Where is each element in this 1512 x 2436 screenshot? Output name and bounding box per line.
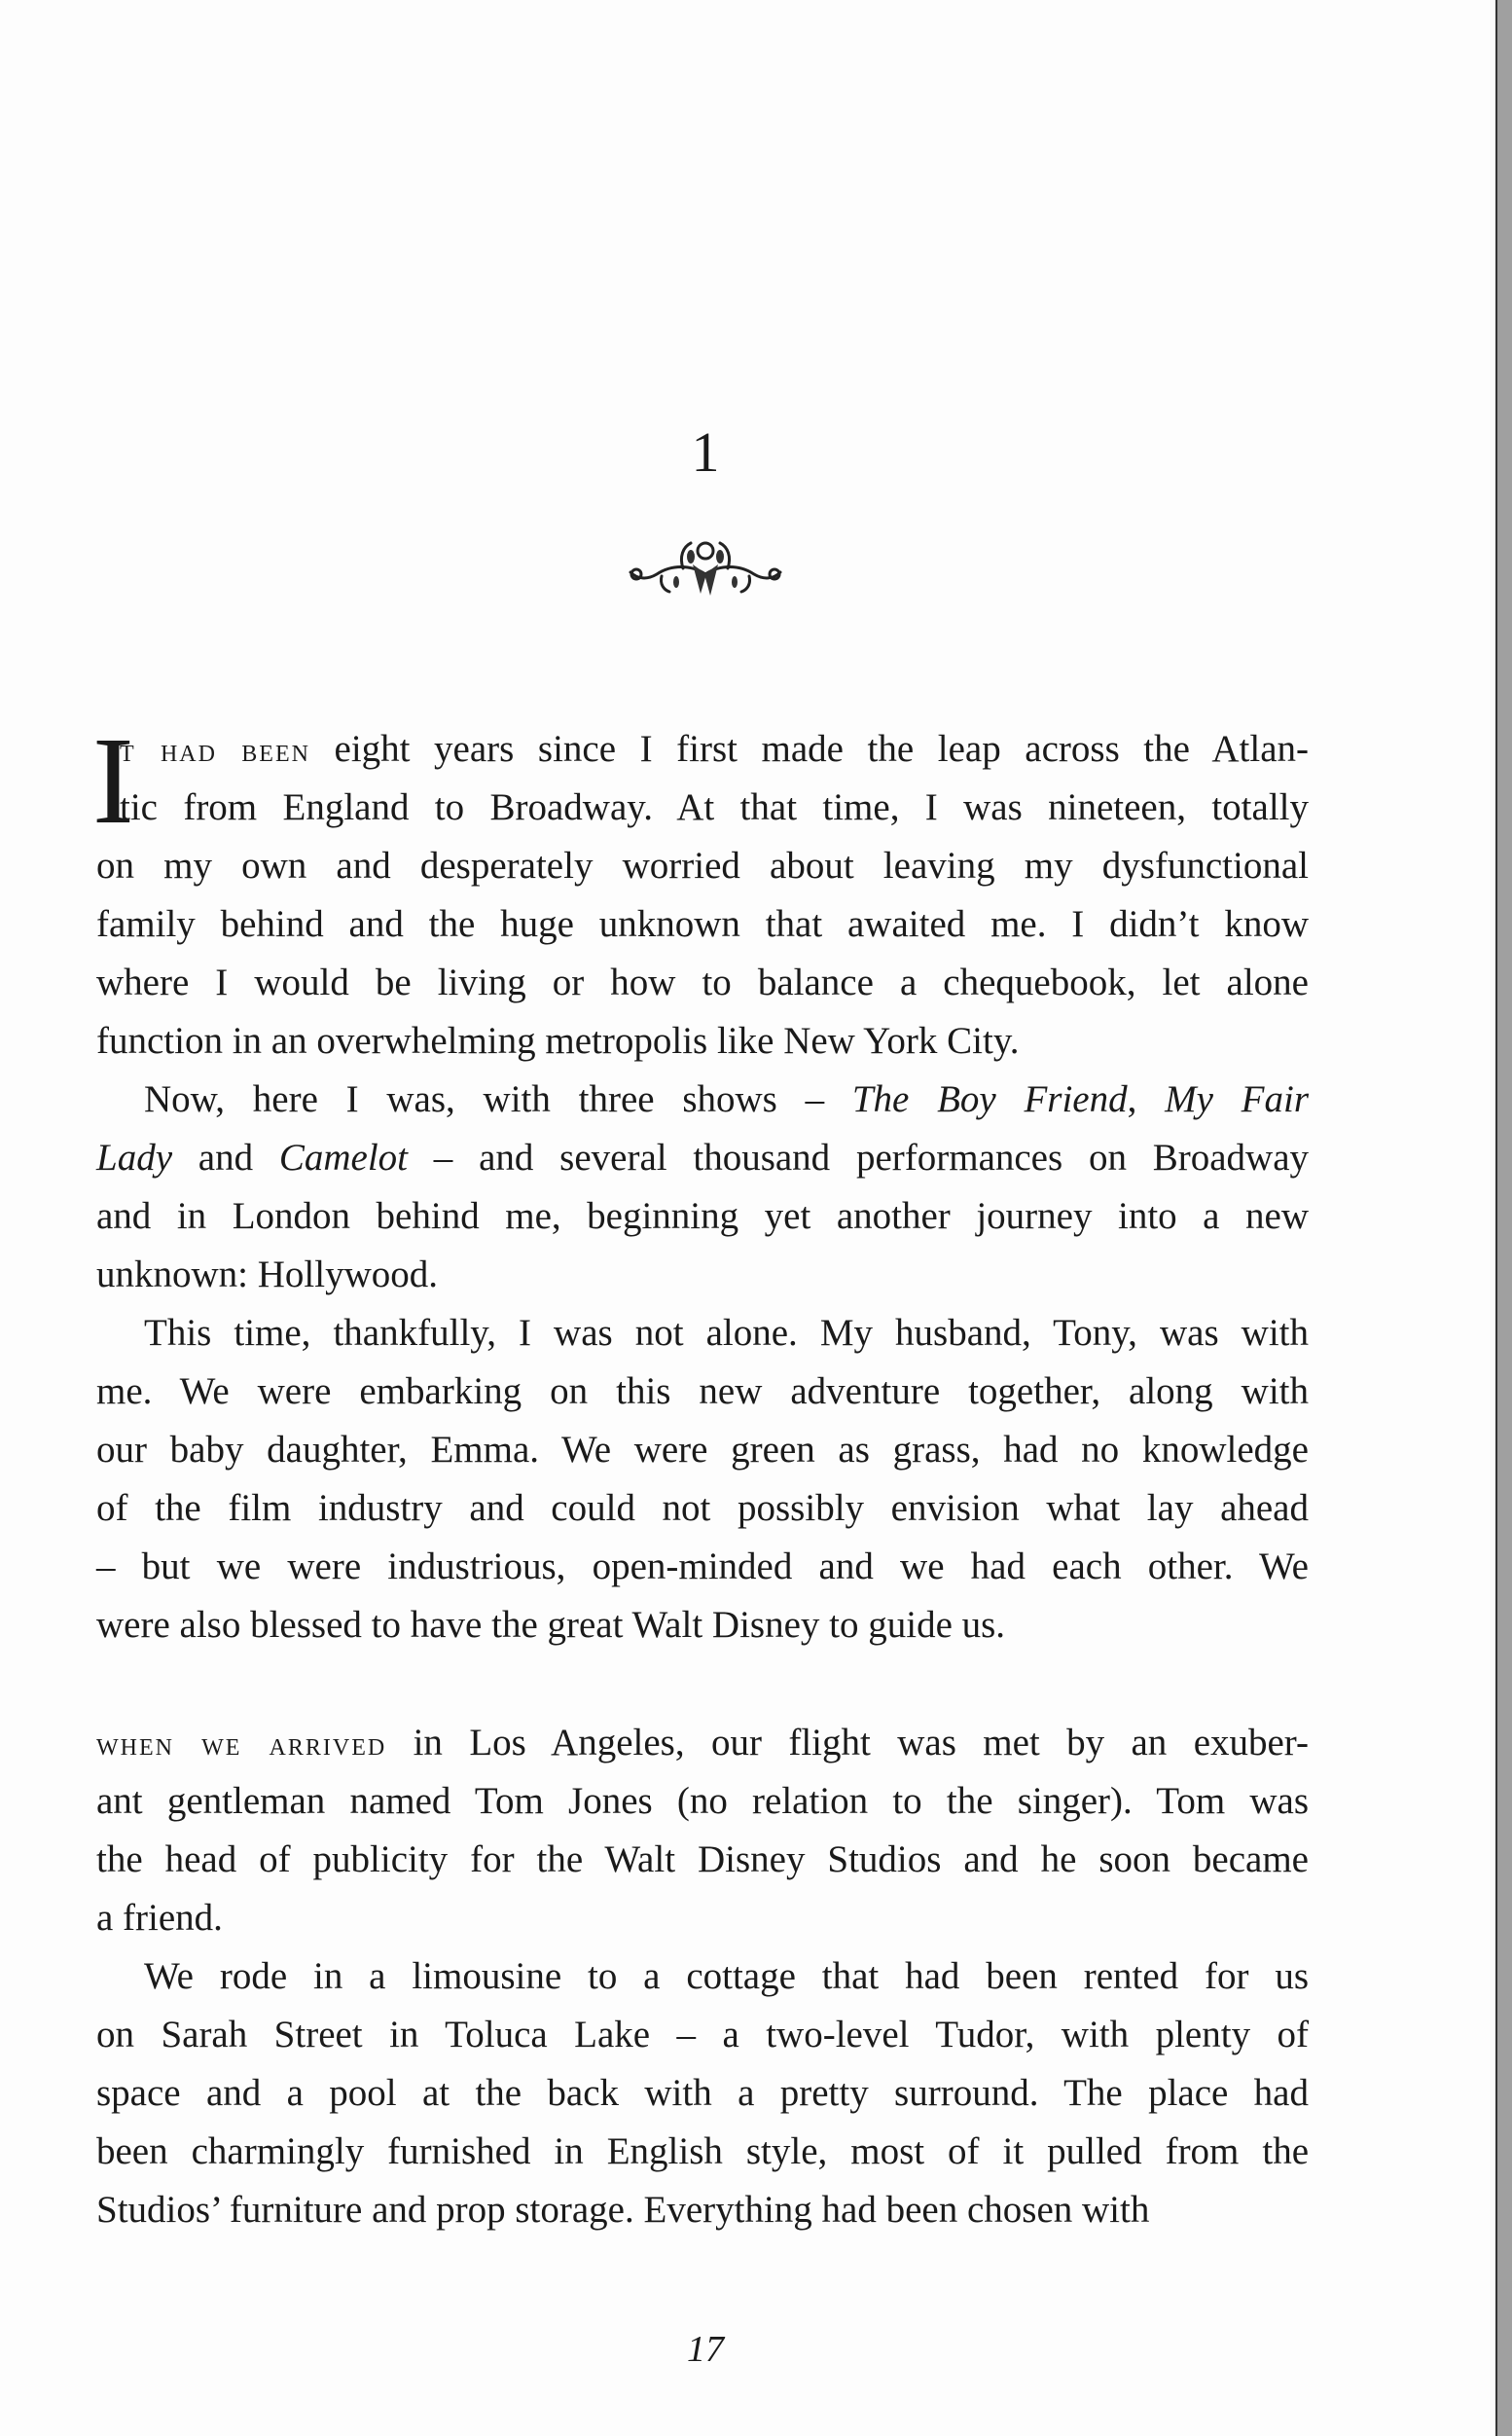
text-line	[96, 1071, 1309, 1129]
text-run: – and several thousand performances on Broadway	[408, 1137, 1310, 1179]
floral-ornament-icon	[623, 535, 788, 603]
text-line	[96, 779, 1309, 837]
small-caps-lead: when we arrived	[96, 1727, 387, 1763]
text-line	[96, 2006, 1309, 2064]
text-line	[96, 1772, 1309, 1831]
text-line	[96, 1246, 1309, 1304]
text-run: in Los Angeles, our flight was met by an exuber-	[386, 1722, 1310, 1763]
text-run: eight years since I first made the leap across the Atlan-	[309, 728, 1309, 770]
text-line	[96, 1714, 1309, 1772]
text-line	[96, 2123, 1309, 2181]
text-line	[96, 720, 1309, 779]
text-run: me. We were embarking on this new adventure together, along with	[96, 1370, 1309, 1412]
text-run: a friend.	[96, 1897, 223, 1939]
text-run: unknown: Hollywood.	[96, 1254, 438, 1295]
text-run: of the film industry and could not possibly envision what lay ahead	[96, 1487, 1309, 1529]
text-run: family behind and the huge unknown that awaited me. I didn’t know	[96, 903, 1309, 945]
text-line	[96, 1947, 1309, 2006]
text-run: space and a pool at the back with a pretty surround. The place had	[96, 2072, 1309, 2114]
text-run: and	[172, 1137, 279, 1179]
paragraph	[96, 1947, 1309, 2239]
text-line	[96, 1129, 1309, 1187]
text-run: Studios’ furniture and prop storage. Everything had been chosen with	[96, 2189, 1150, 2231]
text-run: tic from England to Broadway. At that time, I was nineteen, totally	[120, 786, 1309, 828]
text-line	[96, 837, 1309, 895]
text-run: ,	[1127, 1078, 1166, 1120]
book-page-edge	[1495, 0, 1512, 2436]
italic-title: The Boy Friend	[851, 1078, 1128, 1120]
text-run: were also blessed to have the great Walt Disney to guide us.	[96, 1604, 1006, 1646]
text-line	[96, 1421, 1309, 1479]
text-run: and in London behind me, beginning yet another journey into a new	[96, 1195, 1309, 1237]
small-caps-lead: t had been	[120, 733, 310, 769]
italic-title: Camelot	[278, 1137, 409, 1179]
text-run: the head of publicity for the Walt Disney Studios and he soon became	[96, 1838, 1309, 1880]
drop-cap: I	[92, 711, 134, 850]
body-section-1	[96, 720, 1309, 1654]
page-number: 17	[687, 2329, 724, 2370]
chapter-number: 1	[691, 420, 720, 484]
text-run: on my own and desperately worried about leaving my dysfunctional	[96, 845, 1309, 887]
paragraph	[96, 1714, 1309, 1947]
italic-title: Lady	[96, 1137, 172, 1179]
text-run: We rode in a limousine to a cottage that had been rented for us	[144, 1955, 1309, 1997]
text-line	[96, 895, 1309, 954]
text-line	[96, 1304, 1309, 1363]
text-line	[96, 2181, 1309, 2239]
text-run: our baby daughter, Emma. We were green as grass, had no knowledge	[96, 1429, 1309, 1471]
body-section-2	[96, 1714, 1309, 2239]
text-run: Now, here I was, with three shows –	[144, 1078, 852, 1120]
text-run: This time, thankfully, I was not alone. My husband, Tony, was with	[144, 1312, 1309, 1354]
text-line	[96, 1363, 1309, 1421]
text-line	[96, 1012, 1309, 1071]
text-run: ant gentleman named Tom Jones (no relation to the singer). Tom was	[96, 1780, 1309, 1822]
paragraph	[96, 720, 1309, 1071]
italic-title: My Fair	[1165, 1078, 1310, 1120]
text-line	[96, 954, 1309, 1012]
text-run: where I would be living or how to balance a chequebook, let alone	[96, 962, 1309, 1003]
text-line	[96, 1596, 1309, 1654]
text-run: been charmingly furnished in English style, most of it pulled from the	[96, 2130, 1309, 2172]
text-line	[96, 2064, 1309, 2123]
text-line	[96, 1889, 1309, 1947]
text-line	[96, 1831, 1309, 1889]
text-run: function in an overwhelming metropolis like New York City.	[96, 1020, 1020, 1062]
paragraph	[96, 1304, 1309, 1654]
text-run: on Sarah Street in Toluca Lake – a two-level Tudor, with plenty of	[96, 2014, 1309, 2055]
text-run: – but we were industrious, open-minded and we had each other. We	[96, 1545, 1309, 1587]
text-line	[96, 1187, 1309, 1246]
paragraph	[96, 1071, 1309, 1304]
text-line	[96, 1538, 1309, 1596]
text-line	[96, 1479, 1309, 1538]
